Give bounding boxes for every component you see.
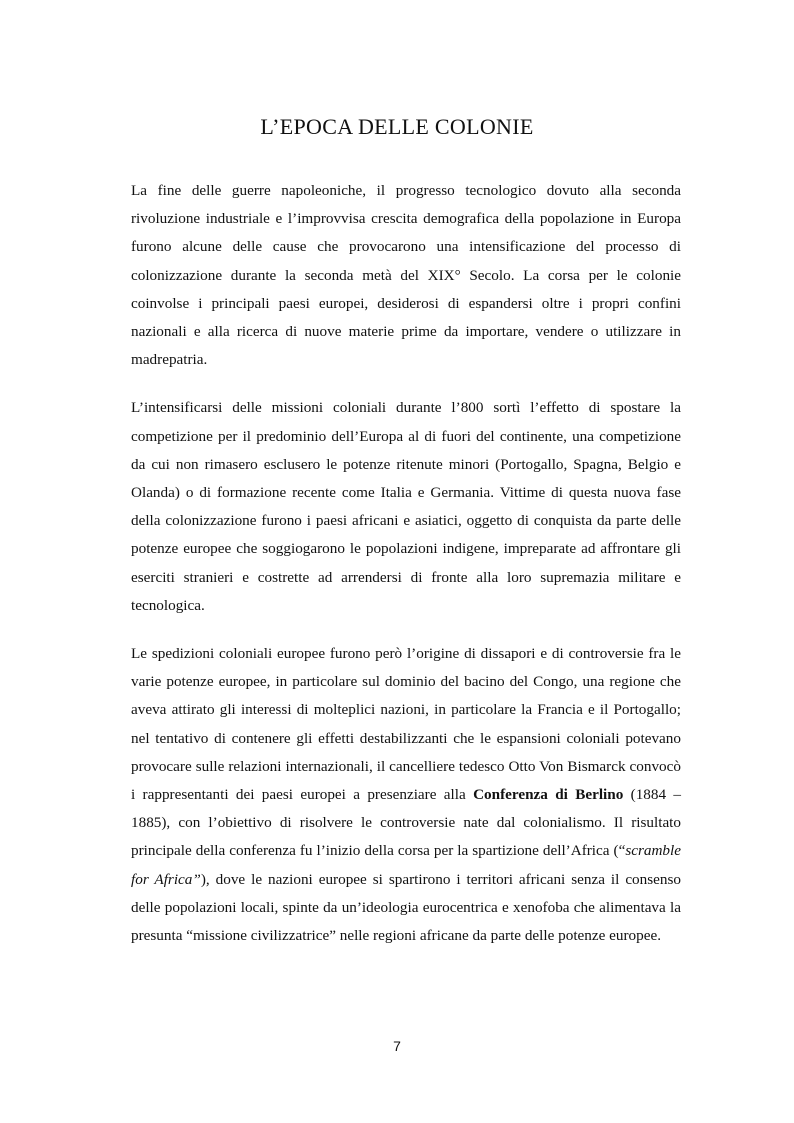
page-number: 7 bbox=[393, 1038, 401, 1054]
scramble-for-africa-italic: scramble for Africa” bbox=[131, 842, 681, 888]
conference-name-bold: Conferenza di Berlino bbox=[473, 786, 624, 804]
paragraph-3-text-c: ), dove le nazioni europee si spartirono i territori africani senza il consenso delle popolazioni locali, spinte da un’ideologia eurocentrica e xenofoba che alimentava la presunta “missione civilizzatrice” nelle regioni africane da parte delle potenze europee. bbox=[131, 870, 681, 945]
paragraph-2: L’intensificarsi delle missioni coloniali durante l’800 sortì l’effetto di spostare la competizione per il predominio dell’Europa al di fuori del continente, una competizione da cui non rimasero esclusero le potenze ritenute minori (Portogallo, Spagna, Belgio e Olanda) o di formazione recente come Italia e Germania. Vittime di questa nuova fase della colonizzazione furono i paesi africani e asiatici, oggetto di conquista da parte delle potenze europee che soggiogarono le popolazioni indigene, impreparate ad affrontare gli eserciti stranieri e costrette ad arrendersi di fronte alla loro supremazia militare e tecnologica. bbox=[131, 399, 681, 614]
paragraph-3-text-a: Le spedizioni coloniali europee furono però l’origine di dissapori e di controversie fra le varie potenze europee, in particolare sul dominio del bacino del Congo, una regione che aveva attirato gli interessi di molteplici nazioni, in particolare la Francia e il Portogallo; nel tentativo di contenere gli effetti destabilizzanti che le espansioni coloniali potevano provocare sulle relazioni internazionali, il cancelliere tedesco Otto Von Bismarck convocò i rappresentanti dei paesi europei a presenziare alla bbox=[131, 645, 681, 804]
paragraph-3-text-b: (1884 – 1885), con l’obiettivo di risolvere le controversie nate dal colonialismo. Il risultato principale della conferenza fu l’inizio della corsa per la spartizione dell’Africa (“ bbox=[131, 786, 682, 860]
page-title: L’EPOCA DELLE COLONIE bbox=[260, 114, 534, 139]
paragraph-1: La fine delle guerre napoleoniche, il progresso tecnologico dovuto alla seconda rivoluzione industriale e l’improvvisa crescita demografica della popolazione in Europa furono alcune delle cause che provocarono una intensificazione del processo di colonizzazione durante la seconda metà del XIX° Secolo. La corsa per le colonie coinvolse i principali paesi europei, desiderosi di espandersi oltre i propri confini nazionali e alla ricerca di nuove materie prime da importare, vendere o utilizzare in madrepatria. bbox=[131, 182, 681, 369]
body-text bbox=[131, 177, 681, 970]
paragraph-3 bbox=[131, 640, 681, 950]
